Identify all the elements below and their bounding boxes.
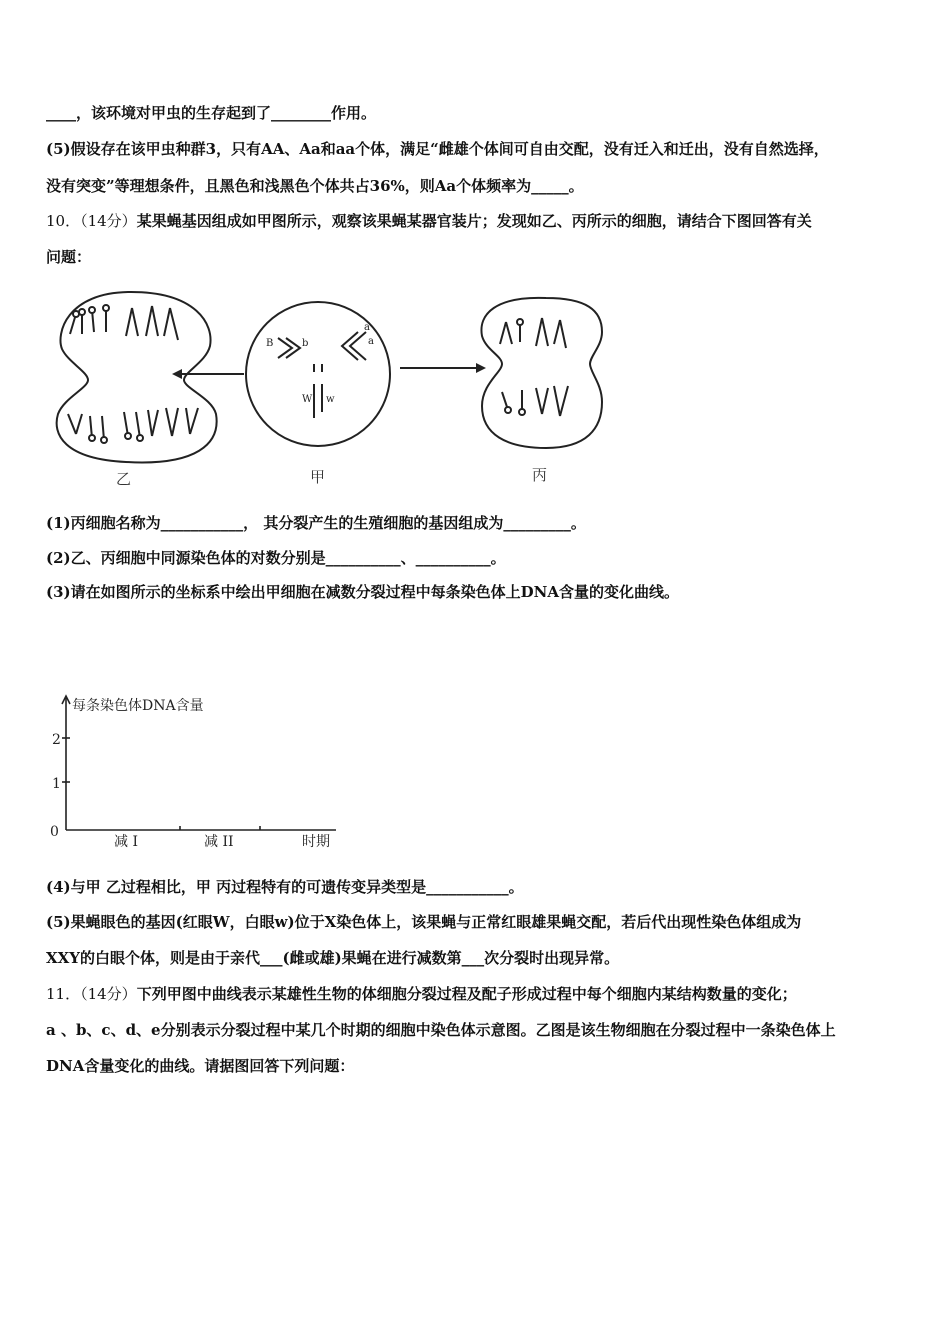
q9-line-b: (5)假设存在该甲虫种群3，只有AA、Aa和aa个体，满足“雌雄个体间可自由交配，没有迁入和迁出，没有自然选择， (46, 140, 829, 158)
q10-sub3: (3)请在如图所示的坐标系中绘出甲细胞在减数分裂过程中每条染色体上DNA含量的变化曲线。 (46, 583, 679, 601)
ytick-0: 0 (50, 824, 59, 840)
gene-label-a2: a (368, 336, 374, 347)
ytick-1: 1 (52, 776, 61, 792)
label-bing: 丙 (532, 466, 548, 484)
q11-stem-3: DNA含量变化的曲线。请据图回答下列问题： (46, 1057, 355, 1075)
q10-sub4: (4)与甲 乙过程相比，甲 丙过程特有的可遗传变异类型是___________。 (46, 878, 524, 896)
gene-label-a1: a (364, 322, 370, 333)
q11-stem-2: a 、b、c、d、e分别表示分裂过程中某几个时期的细胞中染色体示意图。乙图是该生物细胞在分裂过程中一条染色体上 (46, 1021, 836, 1039)
xtick-meiosis-2: 减 II (204, 834, 234, 850)
q10-sub1: (1)丙细胞名称为___________， 其分裂产生的生殖细胞的基因组成为_________。 (46, 514, 586, 532)
q11-number: 11． (46, 985, 81, 1003)
xtick-meiosis-1: 减 I (114, 834, 138, 850)
q10-stem-2: 问题： (46, 248, 92, 266)
xtick-period: 时期 (302, 834, 330, 850)
q9-line-c: 没有突变”等理想条件，且黑色和浅黑色个体共占36%，则Aa个体频率为_____。 (46, 177, 584, 195)
gene-label-w: w (326, 394, 335, 405)
label-yi: 乙 (116, 470, 132, 488)
q11-stem-1 (46, 983, 797, 1004)
q10-number: 10． (46, 212, 81, 230)
q10-score: （14分） (80, 212, 137, 230)
cell-division-figure (46, 284, 606, 494)
ytick-2: 2 (52, 732, 61, 748)
graph-ylabel: 每条染色体DNA含量 (72, 698, 204, 714)
q11-score: （14分） (80, 985, 137, 1003)
gene-label-B: B (266, 338, 274, 349)
label-jia: 甲 (310, 468, 326, 486)
gene-label-W: W (302, 394, 313, 405)
q10-stem-text: 某果蝇基因组成如甲图所示，观察该果蝇某器官装片；发现如乙、丙所示的细胞，请结合下图回答有关 (136, 212, 812, 230)
q11-stem-text: 下列甲图中曲线表示某雄性生物的体细胞分裂过程及配子形成过程中每个细胞内某结构数量的变化； (136, 985, 797, 1003)
q9-line-a: ____，该环境对甲虫的生存起到了________作用。 (46, 104, 377, 122)
q10-sub5-2: XXY的白眼个体，则是由于亲代___(雌或雄)果蝇在进行减数第___次分裂时出现异常。 (46, 949, 620, 967)
dna-content-graph (40, 690, 350, 860)
q10-sub5-1: (5)果蝇眼色的基因(红眼W，白眼w)位于X染色体上，该果蝇与正常红眼雄果蝇交配，若后代出现性染色体组成为 (46, 913, 802, 931)
q10-sub2: (2)乙、丙细胞中同源染色体的对数分别是__________、__________。 (46, 549, 506, 567)
q10-stem-1 (46, 210, 812, 231)
gene-label-b: b (302, 338, 309, 349)
